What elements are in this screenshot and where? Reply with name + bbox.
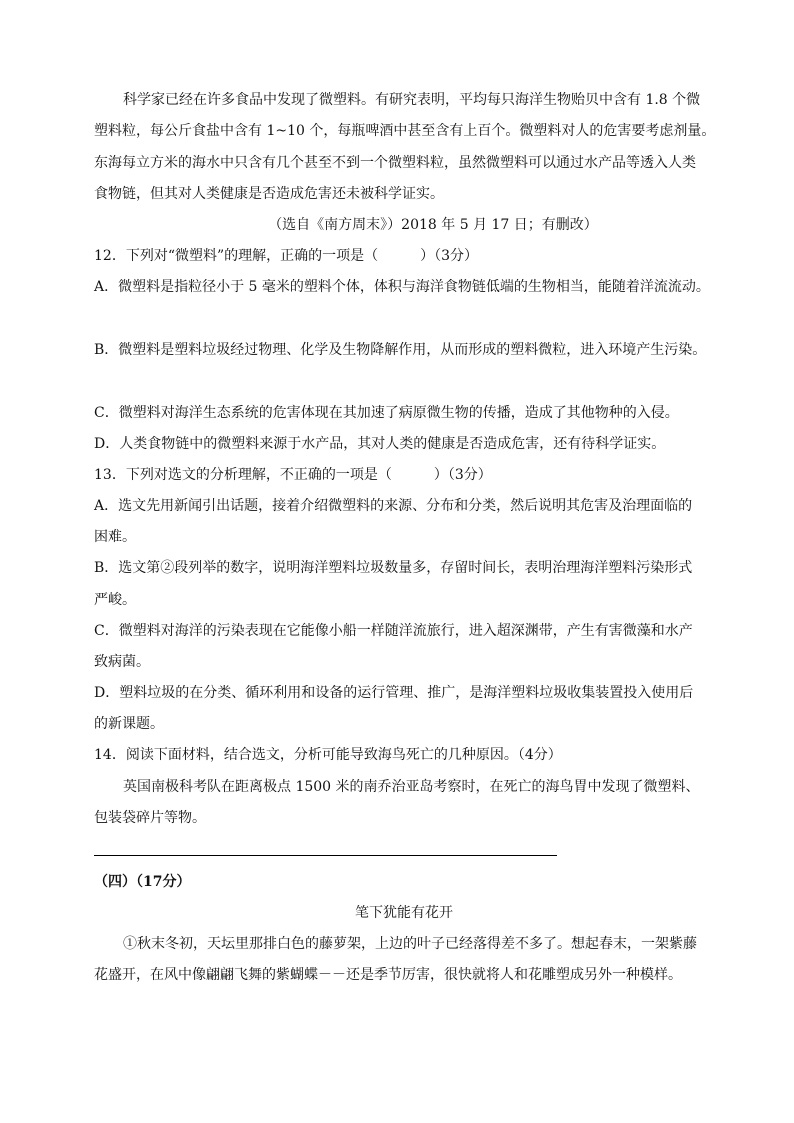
essay-paragraph-line: 花盛开，在风中像翩翩飞舞的紫蝴蝶－－还是季节厉害，很快就将人和花雕塑成另外一种模样。 — [94, 967, 682, 983]
question-13-option-b: B．选文第②段列举的数字，说明海洋塑料垃圾数量多，存留时间长，表明治理海洋塑料污染形式 — [94, 560, 693, 576]
question-13-option-b-cont: 严峻。 — [94, 592, 136, 608]
question-13-stem: 13．下列对选文的分析理解，不正确的一项是（ ）（3分） — [94, 467, 492, 483]
question-13-option-a-cont: 困难。 — [94, 529, 136, 545]
passage-source: （选自《南方周末》）2018 年 5 月 17 日；有删改） — [268, 217, 598, 233]
passage-line: 东海每立方米的海水中只含有几个甚至不到一个微塑料粒，虽然微塑料可以通过水产品等透入人类 — [94, 155, 696, 171]
question-12-stem: 12．下列对“微塑料”的理解，正确的一项是（ ）（3分） — [94, 248, 479, 264]
question-13-option-c-cont: 致病菌。 — [94, 654, 150, 670]
passage-line: 科学家已经在许多食品中发现了微塑料。有研究表明，平均每只海洋生物贻贝中含有 1.8 个微 — [123, 92, 701, 108]
passage-line: 食物链，但其对人类健康是否造成危害还未被科学证实。 — [94, 186, 444, 202]
question-12-option-c: C．微塑料对海洋生态系统的危害体现在其加速了病原微生物的传播，造成了其他物种的入侵。 — [94, 405, 679, 421]
passage-line: 塑料粒，每公斤食盐中含有 1~10 个，每瓶啤酒中甚至含有上百个。微塑料对人的危害要考虑剂量。 — [94, 123, 716, 139]
section-heading: （四）（17分） — [94, 874, 191, 890]
question-12-option-d: D．人类食物链中的微塑料来源于水产品，其对人类的健康是否造成危害，还有待科学证实。 — [94, 436, 666, 452]
question-13-option-a: A．选文先用新闻引出话题，接着介绍微塑料的来源、分布和分类，然后说明其危害及治理面临的 — [94, 498, 693, 514]
question-14-material: 英国南极科考队在距离极点 1500 米的南乔治亚岛考察时，在死亡的海鸟胃中发现了微塑料、 — [123, 779, 700, 795]
essay-title: 笔下犹能有花开 — [355, 905, 453, 921]
question-14-stem: 14．阅读下面材料，结合选文，分析可能导致海鸟死亡的几种原因。（4分） — [94, 747, 562, 763]
question-12-option-a: A．微塑料是指粒径小于 5 毫米的塑料个体，体积与海洋食物链低端的生物相当，能随着洋流流动。 — [94, 279, 710, 295]
answer-line — [94, 855, 557, 856]
question-13-option-d: D．塑料垃圾的在分类、循环利用和设备的运行管理、推广，是海洋塑料垃圾收集装置投入使用后 — [94, 685, 694, 701]
question-13-option-c: C．微塑料对海洋的污染表现在它能像小船一样随洋流旅行，进入超深渊带，产生有害微藻和水产 — [94, 623, 693, 639]
question-12-option-b: B．微塑料是塑料垃圾经过物理、化学及生物降解作用，从而形成的塑料微粒，进入环境产生污染。 — [94, 342, 707, 358]
essay-paragraph-line: ①秋末冬初，天坛里那排白色的藤萝架，上边的叶子已经落得差不多了。想起春末，一架紫藤 — [123, 936, 697, 952]
question-13-option-d-cont: 的新课题。 — [94, 716, 164, 732]
question-14-material-cont: 包装袋碎片等物。 — [94, 810, 206, 826]
